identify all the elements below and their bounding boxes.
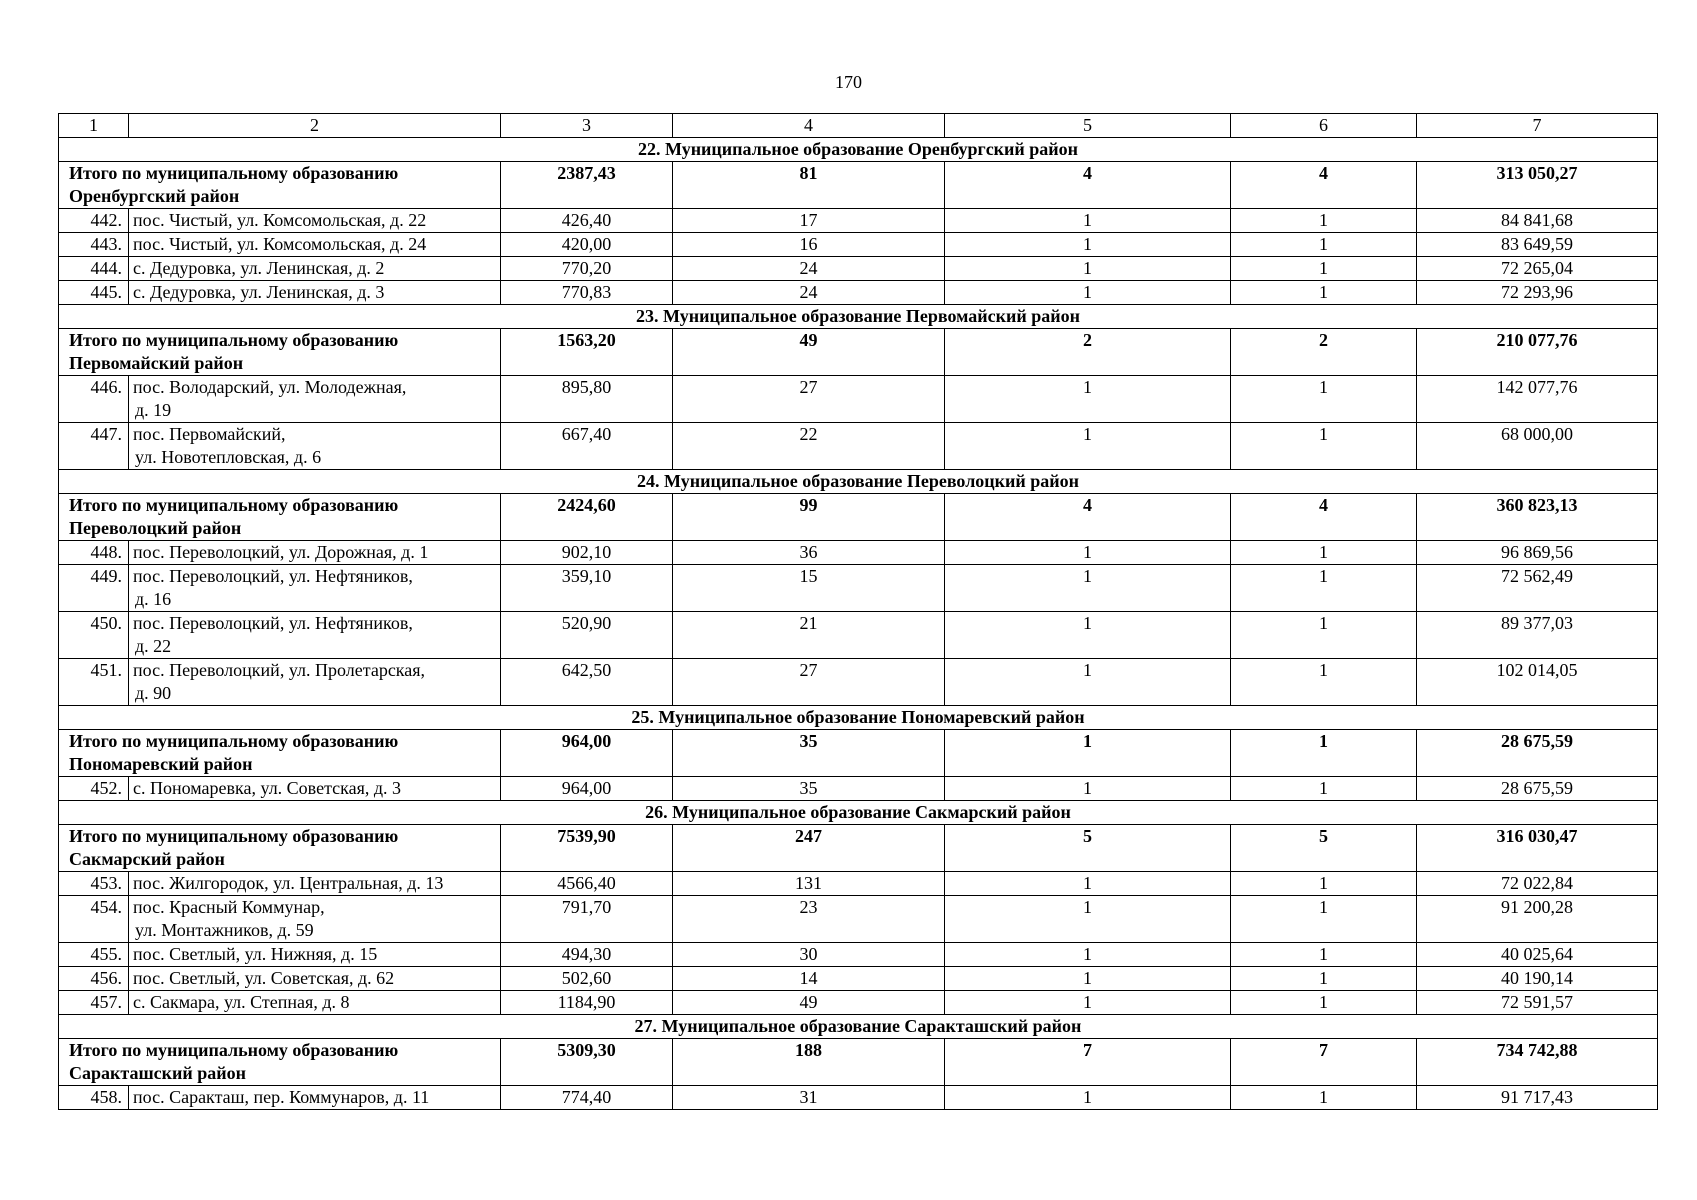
total-label-line1: Итого по муниципальному образованию bbox=[69, 163, 399, 183]
address-line1: пос. Светлый, ул. Нижняя, д. 15 bbox=[133, 944, 378, 964]
row-area: 420,00 bbox=[501, 233, 673, 257]
table-row bbox=[59, 943, 1658, 967]
address-line1: пос. Чистый, ул. Комсомольская, д. 24 bbox=[133, 234, 427, 254]
total-label-line2: Переволоцкий район bbox=[69, 518, 242, 538]
row-number: 452. bbox=[59, 777, 129, 801]
total-label-line1: Итого по муниципальному образованию bbox=[69, 826, 399, 846]
row-residents: 23 bbox=[673, 896, 945, 943]
table-row bbox=[59, 281, 1658, 305]
address-line1: пос. Светлый, ул. Советская, д. 62 bbox=[133, 968, 395, 988]
total-area: 1563,20 bbox=[501, 329, 673, 376]
row-cost: 40 190,14 bbox=[1417, 967, 1658, 991]
row-number: 442. bbox=[59, 209, 129, 233]
row-address bbox=[129, 281, 501, 305]
table-row bbox=[59, 872, 1658, 896]
section-title: 27. Муниципальное образование Саракташский район bbox=[59, 1015, 1658, 1039]
total-residents: 35 bbox=[673, 730, 945, 777]
row-col6: 1 bbox=[1231, 233, 1417, 257]
total-col6: 4 bbox=[1231, 494, 1417, 541]
total-col5: 7 bbox=[945, 1039, 1231, 1086]
row-residents: 24 bbox=[673, 257, 945, 281]
row-col5: 1 bbox=[945, 257, 1231, 281]
column-header: 3 bbox=[501, 114, 673, 138]
row-col6: 1 bbox=[1231, 612, 1417, 659]
row-col6: 1 bbox=[1231, 423, 1417, 470]
table-row bbox=[59, 376, 1658, 423]
total-area: 7539,90 bbox=[501, 825, 673, 872]
address-line1: пос. Красный Коммунар, bbox=[133, 897, 325, 917]
table-row bbox=[59, 967, 1658, 991]
total-cost: 313 050,27 bbox=[1417, 162, 1658, 209]
row-address bbox=[129, 967, 501, 991]
table-row bbox=[59, 612, 1658, 659]
total-label-line1: Итого по муниципальному образованию bbox=[69, 330, 399, 350]
total-row bbox=[59, 494, 1658, 541]
row-number: 448. bbox=[59, 541, 129, 565]
section-title-row bbox=[59, 706, 1658, 730]
total-residents: 247 bbox=[673, 825, 945, 872]
address-line1: пос. Первомайский, bbox=[133, 424, 286, 444]
row-area: 426,40 bbox=[501, 209, 673, 233]
page-number: 170 bbox=[835, 72, 862, 92]
row-col5: 1 bbox=[945, 991, 1231, 1015]
total-label-line2: Саракташский район bbox=[69, 1063, 246, 1083]
row-area: 964,00 bbox=[501, 777, 673, 801]
total-area: 964,00 bbox=[501, 730, 673, 777]
row-area: 642,50 bbox=[501, 659, 673, 706]
row-number: 446. bbox=[59, 376, 129, 423]
column-header-row bbox=[59, 114, 1658, 138]
total-col5: 4 bbox=[945, 162, 1231, 209]
row-address bbox=[129, 376, 501, 423]
row-address bbox=[129, 991, 501, 1015]
row-residents: 27 bbox=[673, 376, 945, 423]
row-col5: 1 bbox=[945, 943, 1231, 967]
total-label-line2: Пономаревский район bbox=[69, 754, 253, 774]
row-address bbox=[129, 565, 501, 612]
row-cost: 84 841,68 bbox=[1417, 209, 1658, 233]
row-col6: 1 bbox=[1231, 257, 1417, 281]
row-col6: 1 bbox=[1231, 777, 1417, 801]
total-area: 5309,30 bbox=[501, 1039, 673, 1086]
row-cost: 28 675,59 bbox=[1417, 777, 1658, 801]
row-number: 447. bbox=[59, 423, 129, 470]
section-title-row bbox=[59, 138, 1658, 162]
row-col6: 1 bbox=[1231, 896, 1417, 943]
address-line1: с. Дедуровка, ул. Ленинская, д. 3 bbox=[133, 282, 385, 302]
total-col6: 7 bbox=[1231, 1039, 1417, 1086]
total-label-line1: Итого по муниципальному образованию bbox=[69, 731, 399, 751]
row-cost: 89 377,03 bbox=[1417, 612, 1658, 659]
table-row bbox=[59, 1086, 1658, 1110]
row-address bbox=[129, 1086, 501, 1110]
column-header: 4 bbox=[673, 114, 945, 138]
row-number: 456. bbox=[59, 967, 129, 991]
row-number: 450. bbox=[59, 612, 129, 659]
section-title: 25. Муниципальное образование Пономаревский район bbox=[59, 706, 1658, 730]
total-cost: 316 030,47 bbox=[1417, 825, 1658, 872]
total-col6: 1 bbox=[1231, 730, 1417, 777]
total-row bbox=[59, 162, 1658, 209]
row-col5: 1 bbox=[945, 423, 1231, 470]
row-area: 667,40 bbox=[501, 423, 673, 470]
total-cost: 734 742,88 bbox=[1417, 1039, 1658, 1086]
address-line1: с. Пономаревка, ул. Советская, д. 3 bbox=[133, 778, 402, 798]
row-number: 451. bbox=[59, 659, 129, 706]
row-residents: 49 bbox=[673, 991, 945, 1015]
row-number: 458. bbox=[59, 1086, 129, 1110]
row-residents: 31 bbox=[673, 1086, 945, 1110]
address-line2: ул. Новотепловская, д. 6 bbox=[135, 447, 322, 467]
address-line1: пос. Чистый, ул. Комсомольская, д. 22 bbox=[133, 210, 427, 230]
row-area: 4566,40 bbox=[501, 872, 673, 896]
row-cost: 68 000,00 bbox=[1417, 423, 1658, 470]
row-area: 770,20 bbox=[501, 257, 673, 281]
row-cost: 72 293,96 bbox=[1417, 281, 1658, 305]
row-col6: 1 bbox=[1231, 943, 1417, 967]
row-col6: 1 bbox=[1231, 967, 1417, 991]
address-line1: с. Дедуровка, ул. Ленинская, д. 2 bbox=[133, 258, 385, 278]
row-number: 449. bbox=[59, 565, 129, 612]
row-residents: 24 bbox=[673, 281, 945, 305]
total-row bbox=[59, 825, 1658, 872]
total-cost: 360 823,13 bbox=[1417, 494, 1658, 541]
column-header: 1 bbox=[59, 114, 129, 138]
row-col6: 1 bbox=[1231, 541, 1417, 565]
total-row bbox=[59, 1039, 1658, 1086]
section-title: 22. Муниципальное образование Оренбургский район bbox=[59, 138, 1658, 162]
section-title-row bbox=[59, 801, 1658, 825]
row-address bbox=[129, 896, 501, 943]
row-area: 770,83 bbox=[501, 281, 673, 305]
address-line1: пос. Переволоцкий, ул. Дорожная, д. 1 bbox=[133, 542, 429, 562]
row-residents: 22 bbox=[673, 423, 945, 470]
row-number: 445. bbox=[59, 281, 129, 305]
total-residents: 99 bbox=[673, 494, 945, 541]
total-label-line1: Итого по муниципальному образованию bbox=[69, 1040, 399, 1060]
table-row bbox=[59, 565, 1658, 612]
row-number: 453. bbox=[59, 872, 129, 896]
total-cost: 210 077,76 bbox=[1417, 329, 1658, 376]
column-header: 5 bbox=[945, 114, 1231, 138]
row-address bbox=[129, 943, 501, 967]
table-row bbox=[59, 257, 1658, 281]
table-row bbox=[59, 541, 1658, 565]
address-line1: пос. Переволоцкий, ул. Нефтяников, bbox=[133, 566, 413, 586]
total-label-line1: Итого по муниципальному образованию bbox=[69, 495, 399, 515]
row-cost: 142 077,76 bbox=[1417, 376, 1658, 423]
total-label-line2: Первомайский район bbox=[69, 353, 244, 373]
row-col6: 1 bbox=[1231, 209, 1417, 233]
row-residents: 15 bbox=[673, 565, 945, 612]
address-line1: пос. Переволоцкий, ул. Пролетарская, bbox=[133, 660, 426, 680]
row-cost: 96 869,56 bbox=[1417, 541, 1658, 565]
row-number: 444. bbox=[59, 257, 129, 281]
table-row bbox=[59, 209, 1658, 233]
address-line1: с. Сакмара, ул. Степная, д. 8 bbox=[133, 992, 350, 1012]
row-area: 791,70 bbox=[501, 896, 673, 943]
section-title: 26. Муниципальное образование Сакмарский район bbox=[59, 801, 1658, 825]
address-line2: ул. Монтажников, д. 59 bbox=[135, 920, 314, 940]
total-label-line2: Оренбургский район bbox=[69, 186, 240, 206]
address-line1: пос. Саракташ, пер. Коммунаров, д. 11 bbox=[133, 1087, 430, 1107]
housing-program-table bbox=[58, 113, 1658, 1110]
total-area: 2424,60 bbox=[501, 494, 673, 541]
total-col6: 4 bbox=[1231, 162, 1417, 209]
row-col5: 1 bbox=[945, 281, 1231, 305]
row-cost: 91 200,28 bbox=[1417, 896, 1658, 943]
row-col5: 1 bbox=[945, 209, 1231, 233]
address-line2: д. 90 bbox=[135, 683, 172, 703]
row-area: 895,80 bbox=[501, 376, 673, 423]
row-col6: 1 bbox=[1231, 991, 1417, 1015]
row-col6: 1 bbox=[1231, 376, 1417, 423]
table-row bbox=[59, 777, 1658, 801]
row-address bbox=[129, 612, 501, 659]
total-label bbox=[59, 162, 501, 209]
row-area: 774,40 bbox=[501, 1086, 673, 1110]
row-cost: 83 649,59 bbox=[1417, 233, 1658, 257]
column-header: 7 bbox=[1417, 114, 1658, 138]
row-col5: 1 bbox=[945, 1086, 1231, 1110]
row-col5: 1 bbox=[945, 233, 1231, 257]
total-row bbox=[59, 730, 1658, 777]
row-residents: 30 bbox=[673, 943, 945, 967]
row-number: 443. bbox=[59, 233, 129, 257]
row-area: 520,90 bbox=[501, 612, 673, 659]
section-title-row bbox=[59, 1015, 1658, 1039]
row-number: 455. bbox=[59, 943, 129, 967]
row-number: 457. bbox=[59, 991, 129, 1015]
row-col5: 1 bbox=[945, 777, 1231, 801]
table-row bbox=[59, 423, 1658, 470]
total-residents: 49 bbox=[673, 329, 945, 376]
row-address bbox=[129, 659, 501, 706]
row-col6: 1 bbox=[1231, 872, 1417, 896]
address-line1: пос. Переволоцкий, ул. Нефтяников, bbox=[133, 613, 413, 633]
row-col5: 1 bbox=[945, 967, 1231, 991]
row-address bbox=[129, 872, 501, 896]
row-area: 502,60 bbox=[501, 967, 673, 991]
row-address bbox=[129, 541, 501, 565]
row-residents: 17 bbox=[673, 209, 945, 233]
row-cost: 72 022,84 bbox=[1417, 872, 1658, 896]
row-col5: 1 bbox=[945, 896, 1231, 943]
section-title-row bbox=[59, 470, 1658, 494]
total-row bbox=[59, 329, 1658, 376]
total-label-line2: Сакмарский район bbox=[69, 849, 225, 869]
total-label bbox=[59, 329, 501, 376]
total-cost: 28 675,59 bbox=[1417, 730, 1658, 777]
row-area: 1184,90 bbox=[501, 991, 673, 1015]
total-col5: 2 bbox=[945, 329, 1231, 376]
table-row bbox=[59, 233, 1658, 257]
row-col5: 1 bbox=[945, 612, 1231, 659]
row-col5: 1 bbox=[945, 541, 1231, 565]
address-line1: пос. Володарский, ул. Молодежная, bbox=[133, 377, 407, 397]
row-col5: 1 bbox=[945, 659, 1231, 706]
address-line2: д. 16 bbox=[135, 589, 172, 609]
total-label bbox=[59, 494, 501, 541]
row-number: 454. bbox=[59, 896, 129, 943]
row-address bbox=[129, 233, 501, 257]
row-residents: 27 bbox=[673, 659, 945, 706]
address-line2: д. 22 bbox=[135, 636, 172, 656]
table-row bbox=[59, 659, 1658, 706]
row-col5: 1 bbox=[945, 872, 1231, 896]
total-label bbox=[59, 730, 501, 777]
section-title-row bbox=[59, 305, 1658, 329]
total-col5: 5 bbox=[945, 825, 1231, 872]
row-residents: 131 bbox=[673, 872, 945, 896]
total-area: 2387,43 bbox=[501, 162, 673, 209]
row-area: 494,30 bbox=[501, 943, 673, 967]
row-residents: 14 bbox=[673, 967, 945, 991]
row-col6: 1 bbox=[1231, 565, 1417, 612]
row-cost: 91 717,43 bbox=[1417, 1086, 1658, 1110]
section-title: 23. Муниципальное образование Первомайский район bbox=[59, 305, 1658, 329]
row-col6: 1 bbox=[1231, 659, 1417, 706]
total-col5: 1 bbox=[945, 730, 1231, 777]
table-row bbox=[59, 991, 1658, 1015]
row-cost: 72 562,49 bbox=[1417, 565, 1658, 612]
row-address bbox=[129, 257, 501, 281]
row-col6: 1 bbox=[1231, 1086, 1417, 1110]
row-cost: 40 025,64 bbox=[1417, 943, 1658, 967]
row-address bbox=[129, 209, 501, 233]
row-col5: 1 bbox=[945, 565, 1231, 612]
row-area: 902,10 bbox=[501, 541, 673, 565]
total-col6: 2 bbox=[1231, 329, 1417, 376]
row-residents: 36 bbox=[673, 541, 945, 565]
total-label bbox=[59, 825, 501, 872]
section-title: 24. Муниципальное образование Переволоцкий район bbox=[59, 470, 1658, 494]
row-col5: 1 bbox=[945, 376, 1231, 423]
total-residents: 188 bbox=[673, 1039, 945, 1086]
table-row bbox=[59, 896, 1658, 943]
total-col6: 5 bbox=[1231, 825, 1417, 872]
row-col6: 1 bbox=[1231, 281, 1417, 305]
row-residents: 35 bbox=[673, 777, 945, 801]
column-header: 2 bbox=[129, 114, 501, 138]
table-body bbox=[59, 114, 1658, 1110]
column-header: 6 bbox=[1231, 114, 1417, 138]
row-cost: 72 591,57 bbox=[1417, 991, 1658, 1015]
row-cost: 102 014,05 bbox=[1417, 659, 1658, 706]
total-col5: 4 bbox=[945, 494, 1231, 541]
total-residents: 81 bbox=[673, 162, 945, 209]
row-area: 359,10 bbox=[501, 565, 673, 612]
row-residents: 21 bbox=[673, 612, 945, 659]
row-residents: 16 bbox=[673, 233, 945, 257]
address-line2: д. 19 bbox=[135, 400, 172, 420]
address-line1: пос. Жилгородок, ул. Центральная, д. 13 bbox=[133, 873, 444, 893]
row-cost: 72 265,04 bbox=[1417, 257, 1658, 281]
row-address bbox=[129, 777, 501, 801]
total-label bbox=[59, 1039, 501, 1086]
row-address bbox=[129, 423, 501, 470]
